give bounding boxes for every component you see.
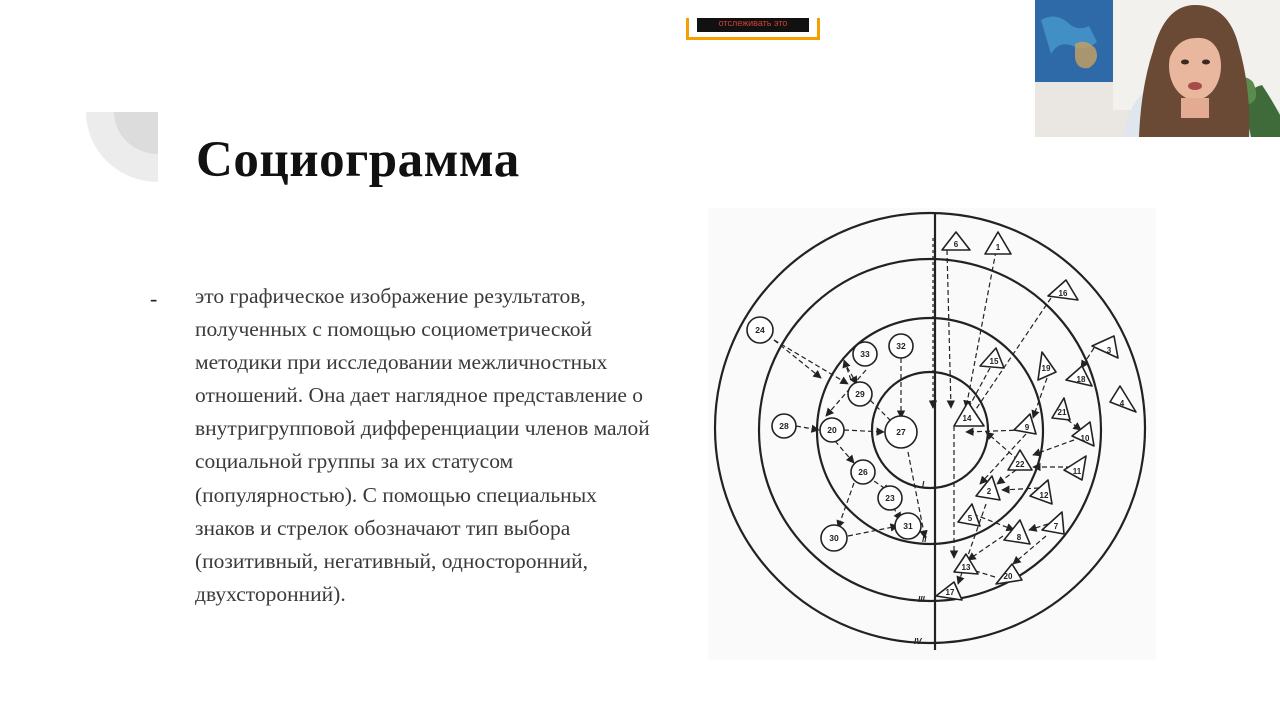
node-label-7: 7 <box>1053 522 1059 531</box>
node-label-14: 14 <box>962 414 972 423</box>
zone-label-iii: III <box>918 595 925 604</box>
node-label-6: 6 <box>953 240 959 249</box>
node-label-18: 18 <box>1076 375 1086 384</box>
node-label-4: 4 <box>1119 399 1125 408</box>
node-label-21: 21 <box>1057 408 1067 417</box>
bullet-marker: - <box>150 286 158 311</box>
node-label-12: 12 <box>1039 491 1049 500</box>
node-label-28: 28 <box>779 421 789 431</box>
webcam-video[interactable] <box>1035 0 1280 137</box>
node-label-30: 30 <box>829 533 839 543</box>
top-banner[interactable] <box>686 18 820 40</box>
corner-decoration <box>86 112 158 182</box>
zone-label-ii: II <box>922 535 927 544</box>
node-label-16: 16 <box>1058 289 1068 298</box>
node-label-8: 8 <box>1016 533 1022 542</box>
node-label-20: 20 <box>827 425 837 435</box>
node-label-17: 17 <box>945 588 955 597</box>
node-label-9: 9 <box>1024 423 1030 432</box>
node-label-24: 24 <box>755 325 765 335</box>
node-label-29: 29 <box>855 389 865 399</box>
sociogram-diagram <box>708 208 1156 660</box>
node-label-32: 32 <box>896 341 906 351</box>
node-label-33: 33 <box>860 349 870 359</box>
node-label-13: 13 <box>961 563 971 572</box>
node-label-27: 27 <box>896 427 906 437</box>
node-label-5: 5 <box>967 514 973 523</box>
banner-text: отслеживать это <box>697 18 809 32</box>
node-label-31: 31 <box>903 521 913 531</box>
node-label-3: 3 <box>1106 346 1112 355</box>
node-label-22: 22 <box>1015 460 1025 469</box>
zone-label-iv: IV <box>914 637 922 646</box>
node-label-10: 10 <box>1080 434 1090 443</box>
node-label-1: 1 <box>995 243 1001 252</box>
node-label-20b: 20 <box>1003 572 1013 581</box>
node-label-26: 26 <box>858 467 868 477</box>
slide-body-text: это графическое изображение результатов, полученных с помощью социометрической методики при исследовании межличностных отношений. Она дает наглядное представление о внутригрупповой дифференциации членов малой социальной группы за их статусом (популярностью). С помощью специальных знаков и стрелок обозначают тип выбора (позитивный, негативный, односторонний, двухсторонний). <box>195 284 650 606</box>
node-label-15: 15 <box>989 357 999 366</box>
node-label-11: 11 <box>1072 467 1082 476</box>
node-label-2: 2 <box>986 487 992 496</box>
slide-title: Социограмма <box>196 132 520 188</box>
zone-label-i: I <box>922 480 925 489</box>
node-label-19: 19 <box>1041 364 1051 373</box>
node-label-23: 23 <box>885 493 895 503</box>
